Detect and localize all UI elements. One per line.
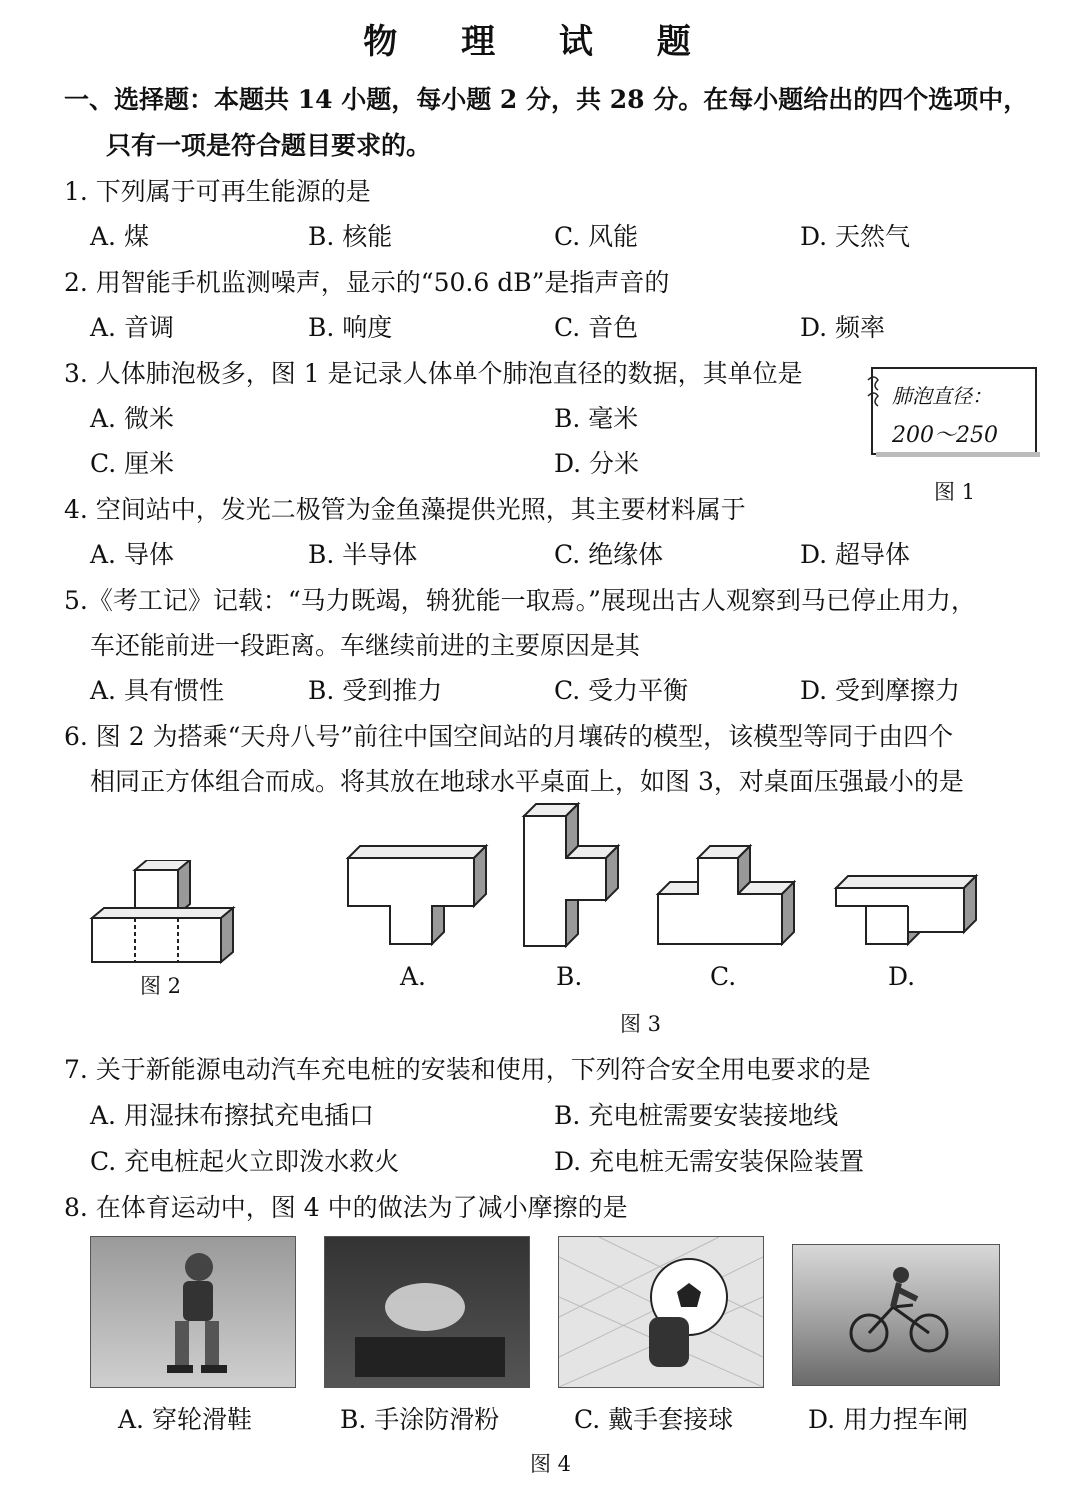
- figure-2-brick-model: [80, 860, 250, 970]
- q1-option-c[interactable]: C. 风能: [554, 222, 639, 251]
- question-6: 6. 图 2 为搭乘“天舟八号”前往中国空间站的月壤砖的模型，该模型等同于由四个: [64, 722, 954, 751]
- q2-option-b[interactable]: B. 响度: [308, 313, 393, 342]
- question-1: 1. 下列属于可再生能源的是: [64, 177, 371, 206]
- question-8: 8. 在体育运动中，图 4 中的做法为了减小摩擦的是: [64, 1193, 628, 1222]
- q4-option-c[interactable]: C. 绝缘体: [554, 540, 664, 569]
- q2-option-a[interactable]: A. 音调: [90, 313, 174, 342]
- q7-option-a[interactable]: A. 用湿抹布擦拭充电插口: [90, 1101, 374, 1130]
- q5-option-c[interactable]: C. 受力平衡: [554, 676, 689, 705]
- section-heading-line1: 一、选择题：本题共 14 小题，每小题 2 分，共 28 分。在每小题给出的四个选项中，: [64, 85, 1029, 114]
- photo-cyclist[interactable]: [792, 1244, 1000, 1386]
- q8-option-a[interactable]: A. 穿轮滑鞋: [118, 1405, 252, 1434]
- q4-option-b[interactable]: B. 半导体: [308, 540, 418, 569]
- question-5: 5.《考工记》记载：“马力既竭，辀犹能一取焉。”展现出古人观察到马已停止用力，: [64, 586, 976, 615]
- figure-3-caption: 图 3: [620, 1012, 662, 1036]
- question-7: 7. 关于新能源电动汽车充电桩的安装和使用，下列符合安全用电要求的是: [64, 1055, 871, 1084]
- q4-option-d[interactable]: D. 超导体: [800, 540, 911, 569]
- figure-1-note-line2: 200～250: [892, 423, 998, 448]
- page-title: 物 理 试 题: [363, 22, 717, 62]
- figure-1-note-card: [862, 362, 1042, 460]
- question-5-line2: 车还能前进一段距离。车继续前进的主要原因是其: [90, 631, 641, 660]
- q4-option-a[interactable]: A. 导体: [90, 540, 174, 569]
- photo-roller-skating[interactable]: [90, 1236, 296, 1388]
- q7-option-d[interactable]: D. 充电桩无需安装保险装置: [554, 1147, 865, 1176]
- q7-option-c[interactable]: C. 充电桩起火立即泼水救火: [90, 1147, 400, 1176]
- photo-goalkeeper-glove[interactable]: [558, 1236, 764, 1388]
- figure-4-caption: 图 4: [530, 1452, 572, 1476]
- q2-option-d[interactable]: D. 频率: [800, 313, 886, 342]
- q3-option-d[interactable]: D. 分米: [554, 449, 640, 478]
- q1-option-b[interactable]: B. 核能: [308, 222, 393, 251]
- q2-option-c[interactable]: C. 音色: [554, 313, 639, 342]
- figure-1-caption: 图 1: [934, 480, 976, 504]
- q6-option-c[interactable]: C.: [710, 962, 737, 991]
- question-6-line2: 相同正方体组合而成。将其放在地球水平桌面上，如图 3，对桌面压强最小的是: [90, 767, 964, 796]
- q6-option-a[interactable]: A.: [400, 962, 427, 991]
- q1-option-a[interactable]: A. 煤: [90, 222, 149, 251]
- figure-3-option-a-shape[interactable]: [340, 840, 500, 950]
- figure-3-option-b-shape[interactable]: [516, 800, 626, 950]
- section-heading-line2: 只有一项是符合题目要求的。: [106, 131, 432, 160]
- figure-3-option-d-shape[interactable]: [830, 870, 984, 950]
- q3-option-c[interactable]: C. 厘米: [90, 449, 175, 478]
- q8-option-b[interactable]: B. 手涂防滑粉: [340, 1405, 500, 1434]
- q5-option-b[interactable]: B. 受到推力: [308, 676, 443, 705]
- q8-option-c[interactable]: C. 戴手套接球: [574, 1405, 734, 1434]
- q8-option-d[interactable]: D. 用力捏车闸: [808, 1405, 969, 1434]
- question-4: 4. 空间站中，发光二极管为金鱼藻提供光照，其主要材料属于: [64, 495, 746, 524]
- question-2: 2. 用智能手机监测噪声，显示的“50.6 dB”是指声音的: [64, 268, 670, 297]
- q6-option-d[interactable]: D.: [888, 962, 916, 991]
- figure-1-note-line1: 肺泡直径：: [892, 384, 992, 408]
- q5-option-a[interactable]: A. 具有惯性: [90, 676, 224, 705]
- photo-chalk-hands[interactable]: [324, 1236, 530, 1388]
- q7-option-b[interactable]: B. 充电桩需要安装接地线: [554, 1101, 839, 1130]
- q6-option-b[interactable]: B.: [556, 962, 583, 991]
- question-3: 3. 人体肺泡极多，图 1 是记录人体单个肺泡直径的数据，其单位是: [64, 359, 803, 388]
- q5-option-d[interactable]: D. 受到摩擦力: [800, 676, 961, 705]
- q3-option-a[interactable]: A. 微米: [90, 404, 174, 433]
- figure-3-option-c-shape[interactable]: [650, 842, 806, 950]
- q1-option-d[interactable]: D. 天然气: [800, 222, 911, 251]
- q3-option-b[interactable]: B. 毫米: [554, 404, 639, 433]
- figure-2-caption: 图 2: [140, 974, 182, 998]
